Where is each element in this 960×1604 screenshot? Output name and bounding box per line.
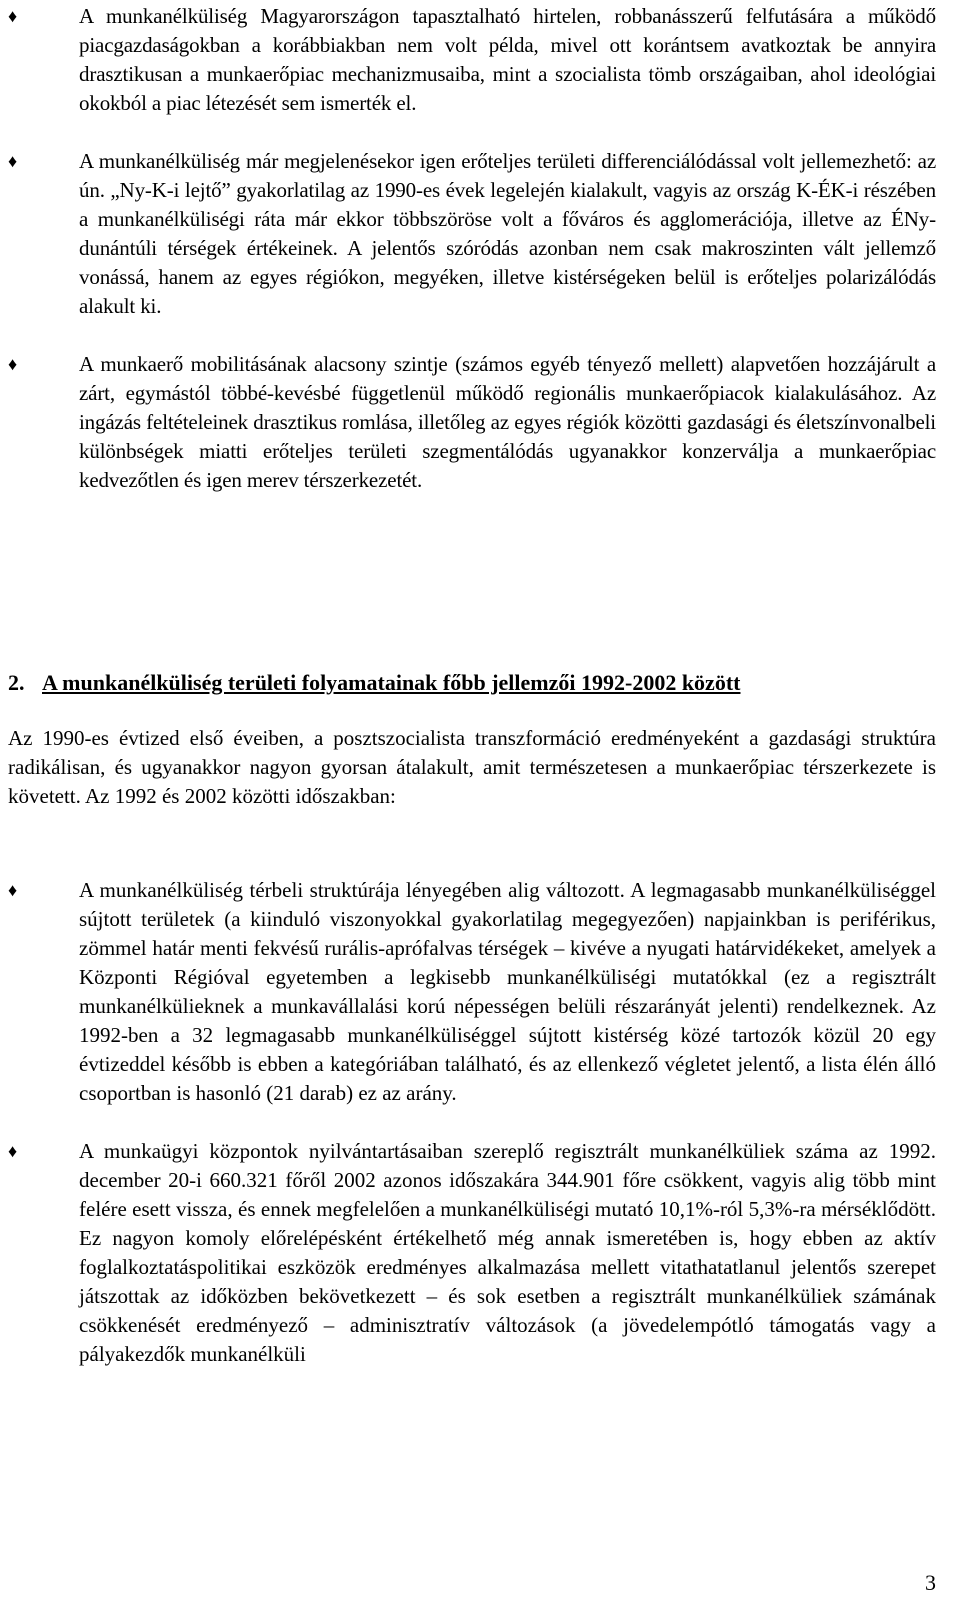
bullet-text: A munkanélküliség Magyarországon tapasztalható hirtelen, robbanásszerű felfutására a működő piacgazdaságokban a korábbiakban nem volt példa, mivel ott korántsem avatkoztak be annyira drasztikusan a munkaerőpiac mechanizmusaiba, mint a szocialista tömb országaiban, ahol ideológiai okokból a piac létezését sem ismerték el. — [79, 4, 936, 115]
bullet-text: A munkanélküliség már megjelenésekor igen erőteljes területi differenciálódással volt jellemezhető: az ún. „Ny-K-i lejtő” gyakorlatilag az 1990-es évek legelején kialakult, vagyis az ország K-ÉK-i részében a munkanélküliségi ráta már ekkor többszöröse volt a főváros és agglomerációja, illetve az ÉNy-dunántúli térségek értékeinek. A jelentős szóródás azonban nem csak makroszinten vált jellemző vonássá, hanem az egyes régiókon, megyéken, illetve kistérségeken belül is erőteljes polarizálódás alakult ki. — [79, 149, 936, 318]
bullet-text: A munkanélküliség térbeli struktúrája lényegében alig változott. A legmagasabb munkanélküliséggel sújtott területek (a kiinduló viszonyokkal gyakorlatilag megegyezően) napjainkban is periférikus, zömmel határ menti fekvésű rurális-aprófalvas térségek – kivéve a nyugati határvidékeket, amelyek a Központi Régióval egyetemben a legkisebb munkanélküliségi mutatókkal (ez a regisztrált munkanélkülieknek a munkavállalási korú népességen belüli részarányát jelenti) rendelkeznek. Az 1992-ben a 32 legmagasabb munkanélküliséggel sújtott kistérség közé tartozók közül 20 egy évtizeddel később is ebben a kategóriában található, és az ellenkező végletet jelentő, a lista élén álló csoportban is hasonló (21 darab) ez az arány. — [79, 878, 936, 1105]
bullet-text: A munkaügyi központok nyilvántartásaiban szereplő regisztrált munkanélküliek száma az 1992. december 20-i 660.321 főről 2002 azonos időszakára 344.901 főre csökkent, vagyis alig több mint felére esett vissza, és ennek megfelelően a munkanélküliségi mutató 10,1%-ról 5,3%-ra mérséklődött. Ez nagyon komoly előrelépésként értékelhető még annak ismeretében is, hogy ebben az aktív foglalkoztatáspolitikai eszközök eredményes alkalmazása mellett vitathatatlanul jelentős szerepet játszottak az időközben bekövetkezett – és sok esetben a regisztrált munkanélküliek számának csökkenését eredményező – adminisztratív változások (a jövedelempótló támogatás vagy a pályakezdők munkanélküli — [79, 1139, 936, 1366]
diamond-bullet-icon: ♦ — [8, 880, 18, 900]
bullet-item — [0, 1137, 960, 1369]
bullet-item — [0, 350, 960, 495]
bullet-text: A munkaerő mobilitásának alacsony szintje (számos egyéb tényező mellett) alapvetően hozzájárult a zárt, egymástól többé-kevésbé függetlenül működő regionális munkaerőpiacok kialakulásához. Az ingázás feltételeinek drasztikus romlása, illetőleg az egyes régiók közötti gazdasági és életszínvonalbeli különbségek miatti erőteljes területi szegmentálódás ugyanakkor konzerválja a munkaerőpiac kedvezőtlen és igen merev térszerkezetét. — [79, 352, 936, 492]
section-title: A munkanélküliség területi folyamatainak főbb jellemzői 1992-2002 között — [42, 670, 741, 695]
bullet-list-top — [0, 2, 960, 524]
diamond-bullet-icon: ♦ — [8, 354, 18, 374]
bullet-list-bottom — [0, 876, 960, 1398]
section-heading — [8, 668, 938, 697]
section-number: 2. — [8, 670, 25, 695]
diamond-bullet-icon: ♦ — [8, 6, 18, 26]
page-number: 3 — [925, 1570, 936, 1595]
diamond-bullet-icon: ♦ — [8, 151, 18, 171]
bullet-item — [0, 2, 960, 118]
diamond-bullet-icon: ♦ — [8, 1141, 18, 1161]
bullet-item — [0, 147, 960, 321]
bullet-item — [0, 876, 960, 1108]
section-intro-paragraph: Az 1990-es évtized első éveiben, a posztszocialista transzformáció eredményeként a gazdasági struktúra radikálisan, és ugyanakkor nagyon gyorsan átalakult, amit természetesen a munkaerőpiac térszerkezete is követett. Az 1992 és 2002 közötti időszakban: — [8, 726, 936, 808]
